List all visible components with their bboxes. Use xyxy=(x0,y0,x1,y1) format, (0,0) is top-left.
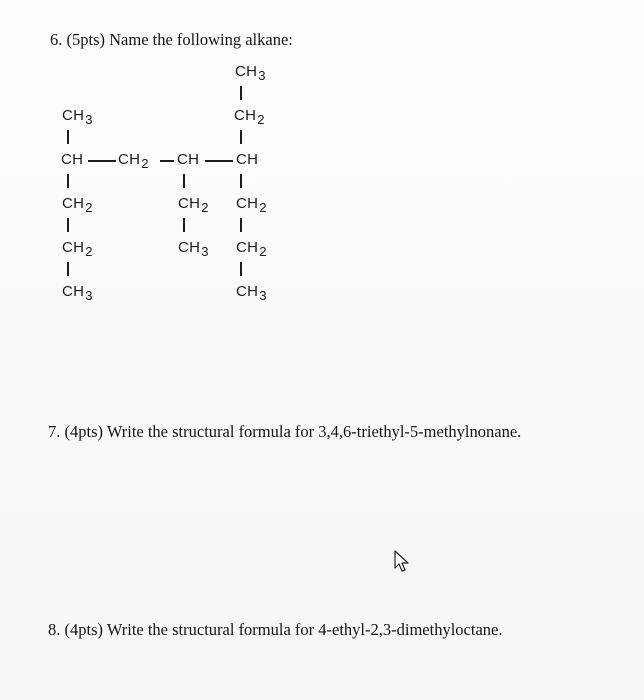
left-bottom-ch3: CH3 xyxy=(62,283,93,303)
bond xyxy=(183,218,185,232)
mouse-pointer-icon xyxy=(394,550,410,579)
bond xyxy=(88,160,116,162)
right-bottom-ch3: CH3 xyxy=(236,283,267,303)
bond xyxy=(67,174,69,188)
bond xyxy=(67,130,69,144)
bond xyxy=(240,262,242,276)
bond xyxy=(240,218,242,232)
bond xyxy=(240,174,242,188)
question-6: 6. (5pts) Name the following alkane: xyxy=(50,30,293,49)
bond xyxy=(240,130,242,144)
question-8: 8. (4pts) Write the structural formula for 4-ethyl-2,3-dimethyloctane. xyxy=(48,620,503,639)
middle-ch2: CH2 xyxy=(178,195,209,215)
right-ch2-3: CH2 xyxy=(236,239,267,259)
right-ch2-2: CH2 xyxy=(236,195,267,215)
main-ch-1: CH xyxy=(61,151,84,168)
left-top-ch3: CH3 xyxy=(62,107,93,127)
bond xyxy=(67,218,69,232)
bond xyxy=(205,160,233,162)
main-ch-3: CH xyxy=(236,151,259,168)
bond xyxy=(67,262,69,276)
middle-ch3: CH3 xyxy=(178,239,209,259)
main-ch-2: CH xyxy=(177,151,200,168)
main-ch2: CH2 xyxy=(118,151,149,171)
bond xyxy=(160,160,174,162)
question-7: 7. (4pts) Write the structural formula for 3,4,6-triethyl-5-methylnonane. xyxy=(48,422,522,441)
right-top-ch2: CH2 xyxy=(234,107,265,127)
left-ch2-2: CH2 xyxy=(62,239,93,259)
bond xyxy=(240,86,242,100)
bond xyxy=(183,174,185,188)
left-ch2-1: CH2 xyxy=(62,195,93,215)
top-ch3: CH3 xyxy=(235,63,266,83)
